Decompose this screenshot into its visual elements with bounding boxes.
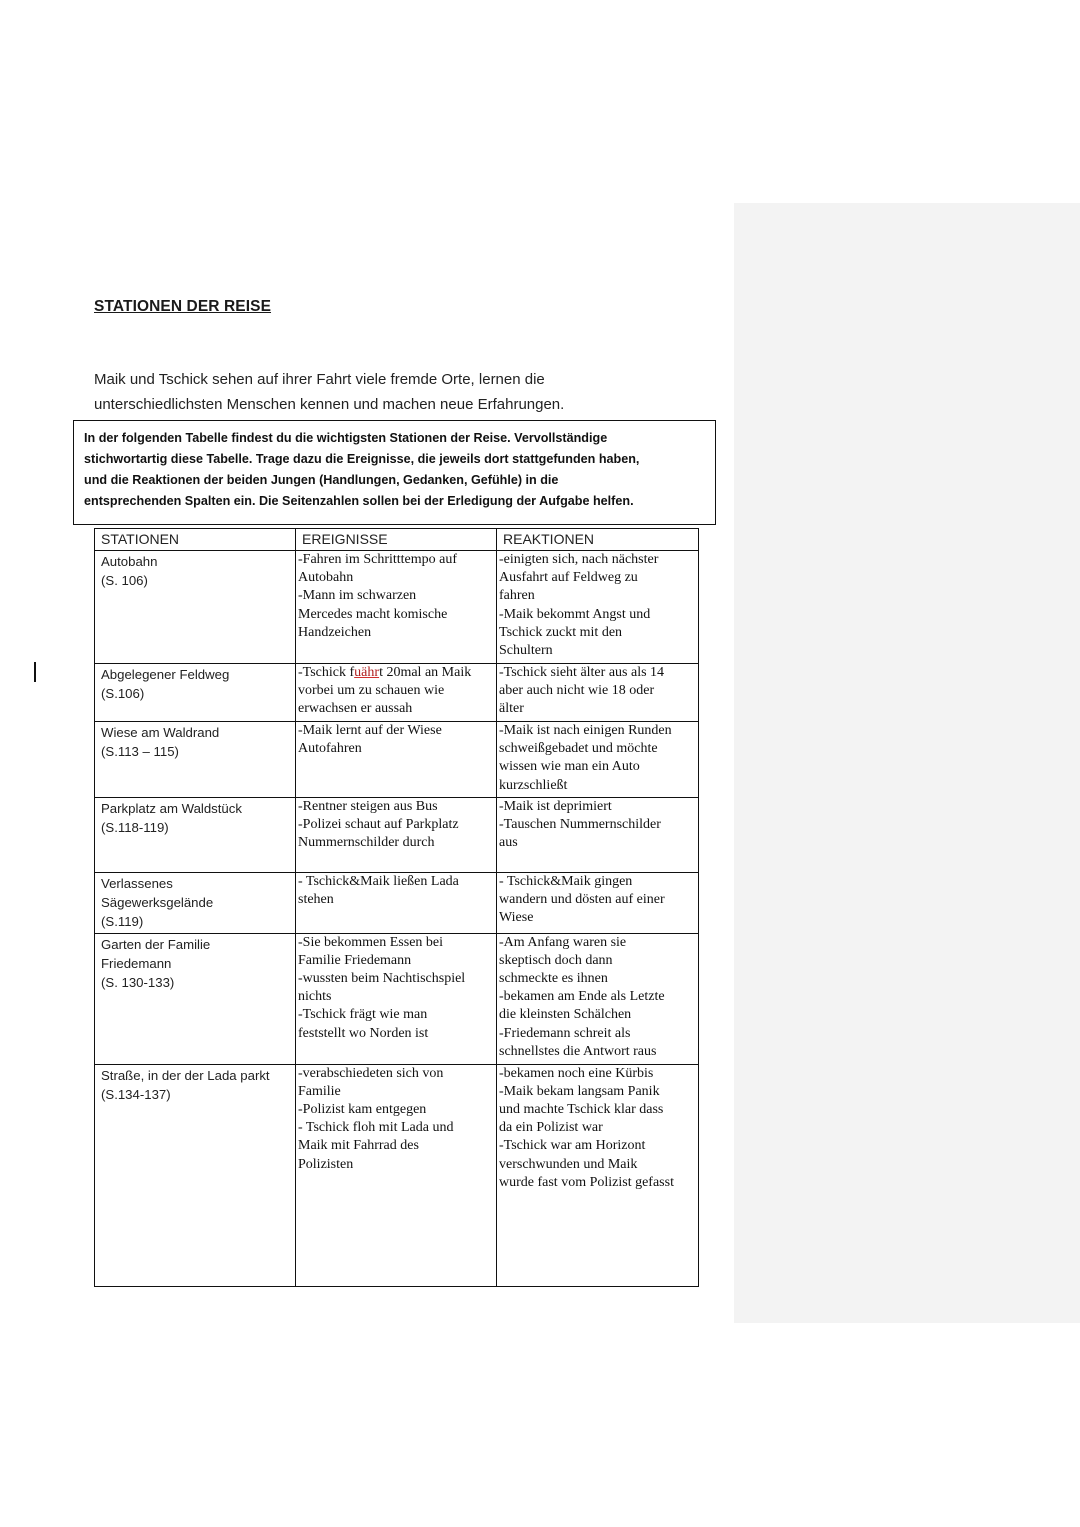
station-pages: (S. 130-133)	[101, 975, 175, 991]
event-line: - Tschick floh mit Lada und	[298, 1120, 454, 1136]
station-pages: (S.113 – 115)	[101, 744, 179, 760]
reaction-line: wissen wie man ein Auto	[499, 759, 640, 775]
event-line: -Rentner steigen aus Bus	[298, 799, 438, 814]
reactions-cell	[497, 933, 699, 1064]
event-line: Polizisten	[298, 1156, 354, 1172]
event-line: Familie Friedemann	[298, 952, 412, 968]
station-name: Wiese am Waldrand	[101, 725, 220, 740]
task-line: In der folgenden Tabelle findest du die wichtigsten Stationen der Reise. Vervollständige	[84, 431, 608, 445]
event-line: - Tschick&Maik ließen Lada	[298, 874, 459, 889]
station-name: Garten der Familie	[101, 936, 211, 952]
station-pages: (S. 106)	[101, 573, 148, 589]
station-name: Parkplatz am Waldstück	[101, 801, 242, 816]
reaction-line: skeptisch doch dann	[499, 952, 613, 968]
events-cell	[296, 933, 497, 1064]
event-line: -Maik lernt auf der Wiese	[298, 723, 442, 738]
reactions-cell	[497, 798, 699, 873]
reaction-line: -Maik ist deprimiert	[499, 799, 612, 814]
reaction-line: Ausfahrt auf Feldweg zu	[499, 570, 638, 586]
header-reaktionen: REAKTIONEN	[497, 529, 699, 551]
task-line: entsprechenden Spalten ein. Die Seitenzahlen sollen bei der Erledigung der Aufgabe helfen.	[84, 494, 634, 508]
event-line: Nummernschilder durch	[298, 835, 435, 851]
table-row	[95, 798, 699, 873]
table-row	[95, 722, 699, 798]
reaction-line: die kleinsten Schälchen	[499, 1007, 632, 1023]
events-cell	[296, 551, 497, 664]
reaction-line: -Tauschen Nummernschilder	[499, 817, 661, 833]
event-line: Familie	[298, 1083, 341, 1099]
station-name: Autobahn	[101, 554, 158, 569]
reaction-line: -Am Anfang waren sie	[499, 934, 627, 950]
reactions-cell	[497, 1064, 699, 1286]
intro-line: Maik und Tschick sehen auf ihrer Fahrt viele fremde Orte, lernen die	[94, 371, 545, 388]
event-text: t 20mal an Maik	[379, 665, 472, 680]
station-pages: (S.118-119)	[101, 820, 169, 836]
reaction-line: schnellstes die Antwort raus	[499, 1043, 657, 1059]
event-line: Handzeichen	[298, 624, 372, 640]
reactions-cell	[497, 664, 699, 722]
event-line: feststellt wo Norden ist	[298, 1025, 429, 1041]
events-cell	[296, 664, 497, 722]
station-pages: (S.134-137)	[101, 1086, 171, 1102]
event-line: -Fahren im Schritttempo auf	[298, 552, 458, 567]
spelling-error-mark: uähr	[354, 665, 380, 680]
reactions-cell	[497, 722, 699, 798]
intro-text	[94, 367, 714, 417]
table-row	[95, 873, 699, 934]
station-name: Verlassenes	[101, 876, 173, 891]
reaction-line: -Friedemann schreit als	[499, 1025, 631, 1041]
table-row	[95, 1064, 699, 1286]
station-cell	[95, 873, 296, 934]
station-pages: (S.106)	[101, 686, 145, 702]
station-name: Sägewerksgelände	[101, 895, 214, 911]
event-line: nichts	[298, 989, 332, 1005]
reaction-line: verschwunden und Maik	[499, 1156, 638, 1172]
event-line: erwachsen er aussah	[298, 701, 413, 717]
comment-pane	[734, 203, 1080, 1323]
reactions-cell	[497, 873, 699, 934]
event-line: -Tschick frägt wie man	[298, 1007, 428, 1023]
event-line: -Polizist kam entgegen	[298, 1102, 427, 1118]
reaction-line: -bekamen noch eine Kürbis	[499, 1065, 654, 1081]
event-line: Autobahn	[298, 570, 354, 586]
intro-line: unterschiedlichsten Menschen kennen und machen neue Erfahrungen.	[94, 396, 565, 413]
events-cell	[296, 1064, 497, 1286]
reaction-line: aus	[499, 835, 518, 851]
reaction-line: kurzschließt	[499, 777, 568, 793]
table-header-row	[95, 529, 699, 551]
station-cell	[95, 1064, 296, 1286]
reaction-line: -Maik bekommt Angst und	[499, 606, 651, 622]
event-line: -wussten beim Nachtischspiel	[298, 971, 466, 987]
event-line: Autofahren	[298, 741, 362, 757]
reaction-line: -einigten sich, nach nächster	[499, 552, 659, 567]
reaction-line: fahren	[499, 588, 535, 604]
event-line: stehen	[298, 892, 334, 908]
event-line	[298, 664, 494, 682]
task-line: stichwortartig diese Tabelle. Trage dazu die Ereignisse, die jeweils dort stattgefunden haben,	[84, 452, 640, 466]
header-ereignisse: EREIGNISSE	[296, 529, 497, 551]
reaction-line: schweißgebadet und möchte	[499, 741, 658, 757]
reaction-line: Schultern	[499, 643, 553, 659]
events-cell	[296, 873, 497, 934]
station-cell	[95, 664, 296, 722]
table-row	[95, 664, 699, 722]
station-name: Friedemann	[101, 955, 172, 971]
event-line: -verabschiedeten sich von	[298, 1065, 444, 1081]
event-line: vorbei um zu schauen wie	[298, 683, 445, 699]
reaction-line: Wiese	[499, 910, 534, 926]
reactions-cell	[497, 551, 699, 664]
table-row	[95, 933, 699, 1064]
reaction-line: -bekamen am Ende als Letzte	[499, 989, 665, 1005]
table-row	[95, 551, 699, 664]
reaction-line: -Tschick war am Horizont	[499, 1138, 646, 1154]
event-line: Maik mit Fahrrad des	[298, 1138, 419, 1154]
event-text: -Tschick f	[298, 665, 355, 680]
reaction-line: aber auch nicht wie 18 oder	[499, 683, 655, 699]
station-cell	[95, 798, 296, 873]
station-cell	[95, 551, 296, 664]
page-title: STATIONEN DER REISE	[94, 298, 272, 315]
station-cell	[95, 933, 296, 1064]
events-cell	[296, 798, 497, 873]
event-line: Mercedes macht komische	[298, 606, 448, 622]
reaction-line: -Maik ist nach einigen Runden	[499, 723, 672, 738]
event-line: -Mann im schwarzen	[298, 588, 417, 604]
reaction-line: schmeckte es ihnen	[499, 971, 608, 987]
reaction-line: -Maik bekam langsam Panik	[499, 1083, 660, 1099]
reaction-line: - Tschick&Maik gingen	[499, 874, 633, 889]
reaction-line: wurde fast vom Polizist gefasst	[499, 1174, 674, 1190]
reaction-line: Tschick zuckt mit den	[499, 624, 623, 640]
event-line: -Sie bekommen Essen bei	[298, 934, 444, 950]
text-cursor	[34, 662, 36, 682]
reaction-line: älter	[499, 701, 524, 717]
task-box	[73, 420, 716, 525]
task-line: und die Reaktionen der beiden Jungen (Handlungen, Gedanken, Gefühle) in die	[84, 473, 559, 487]
station-name: Straße, in der der Lada parkt	[101, 1067, 270, 1083]
stations-table	[94, 528, 699, 1287]
event-line: -Polizei schaut auf Parkplatz	[298, 817, 459, 833]
station-cell	[95, 722, 296, 798]
events-cell	[296, 722, 497, 798]
reaction-line: und machte Tschick klar dass	[499, 1102, 664, 1118]
station-name: Abgelegener Feldweg	[101, 667, 230, 682]
reaction-line: da ein Polizist war	[499, 1120, 603, 1136]
header-stationen: STATIONEN	[95, 529, 296, 551]
reaction-line: wandern und dösten auf einer	[499, 892, 665, 908]
station-pages: (S.119)	[101, 914, 144, 930]
reaction-line: -Tschick sieht älter aus als 14	[499, 665, 665, 680]
